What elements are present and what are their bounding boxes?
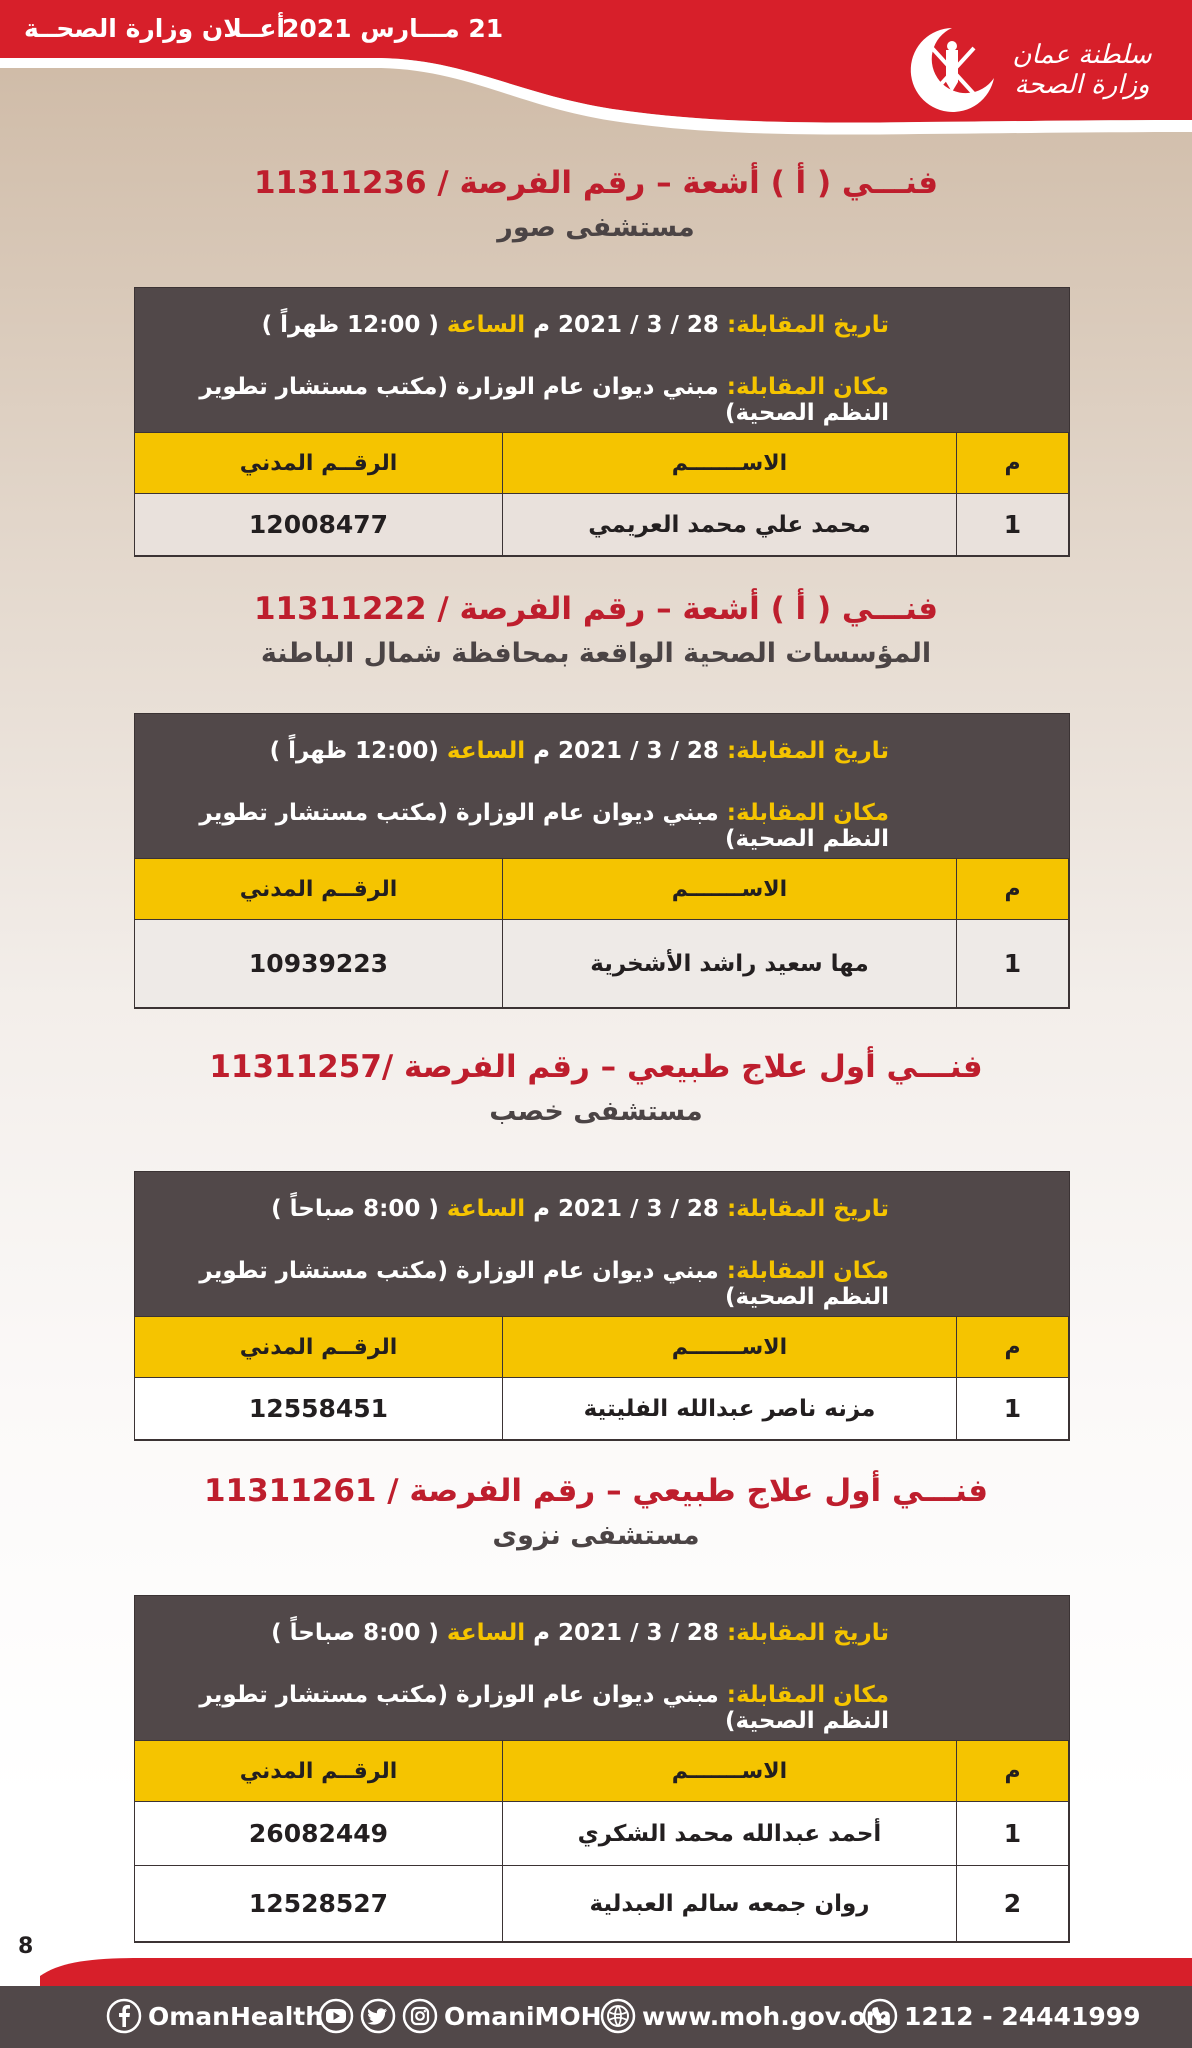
civil-number: 26082449 <box>135 1802 503 1866</box>
section-4 <box>0 1467 1192 1557</box>
oman-emblem-icon <box>902 20 1002 120</box>
ministry-logo-text <box>1002 40 1162 100</box>
header-name: الاســـــــم <box>503 859 957 920</box>
time-label: الساعة <box>446 738 526 764</box>
interview-place-line <box>155 374 889 426</box>
date-label: تاريخ المقابلة: <box>726 738 889 764</box>
candidate-name: أحمد عبدالله محمد الشكري <box>503 1802 957 1866</box>
header-name: الاســـــــم <box>503 433 957 494</box>
interview-place-line <box>155 1682 889 1734</box>
interview-place-line <box>155 1258 889 1310</box>
header-date: 21 مـــارس 2021 <box>282 14 504 43</box>
time-label: الساعة <box>446 1620 526 1646</box>
interview-date-line <box>155 1196 889 1222</box>
candidates-table <box>134 858 1069 1008</box>
section-2 <box>0 585 1192 675</box>
row-number: 1 <box>957 494 1069 556</box>
row-number: 2 <box>957 1866 1069 1942</box>
interview-date-line <box>155 312 889 338</box>
date-value: 28 / 3 / 2021 م <box>533 1620 719 1646</box>
section-subtitle: المؤسسات الصحية الواقعة بمحافظة شمال الباطنة <box>260 638 932 669</box>
website-url: www.moh.gov.om <box>642 2001 892 2031</box>
interview-info <box>135 1596 1069 1740</box>
section-3 <box>0 1043 1192 1133</box>
globe-icon <box>600 1998 636 2034</box>
place-value: مبني ديوان عام الوزارة (مكتب مستشار تطوير النظم الصحية) <box>199 1682 889 1734</box>
civil-number: 12008477 <box>135 494 503 556</box>
logo-text-line2: وزارة الصحة <box>1014 70 1150 100</box>
footer-bar <box>0 1986 1192 2048</box>
civil-number: 12558451 <box>135 1378 503 1440</box>
interview-card-3 <box>134 1171 1070 1441</box>
candidates-table <box>134 1740 1069 1942</box>
footer-social[interactable] <box>318 1998 602 2034</box>
table-row <box>135 1866 1069 1942</box>
footer-phone[interactable] <box>862 1998 1141 2034</box>
section-title: فنـــي أول علاج طبيعي – رقم الفرصة /11311257 <box>209 1049 983 1085</box>
header-m: م <box>957 1317 1069 1378</box>
interview-place-line <box>155 800 889 852</box>
section-title: فنـــي أول علاج طبيعي – رقم الفرصة / 11311261 <box>203 1473 989 1509</box>
place-value: مبني ديوان عام الوزارة (مكتب مستشار تطوير النظم الصحية) <box>199 1258 889 1310</box>
date-label: تاريخ المقابلة: <box>726 1620 889 1646</box>
section-subtitle: مستشفى صور <box>497 212 695 243</box>
facebook-handle: OmanHealth <box>148 2001 324 2031</box>
social-handle: OmaniMOH <box>444 2001 602 2031</box>
page-header <box>0 0 1192 135</box>
table-row <box>135 1802 1069 1866</box>
interview-card-1 <box>134 287 1070 557</box>
time-value: ( 8:00 صباحاً ) <box>271 1620 439 1646</box>
phone-number: 1212 - 24441999 <box>904 2001 1141 2031</box>
header-civil: الرقــم المدني <box>135 1741 503 1802</box>
interview-info <box>135 1172 1069 1316</box>
twitter-icon <box>360 1998 396 2034</box>
place-label: مكان المقابلة: <box>726 1682 889 1708</box>
candidate-name: محمد علي محمد العريمي <box>503 494 957 556</box>
time-label: الساعة <box>446 1196 526 1222</box>
footer-facebook[interactable] <box>106 1998 323 2034</box>
facebook-icon <box>106 1998 142 2034</box>
youtube-icon <box>318 1998 354 2034</box>
candidate-name: مها سعيد راشد الأشخرية <box>503 920 957 1008</box>
phone-icon <box>862 1998 898 2034</box>
place-label: مكان المقابلة: <box>726 1258 889 1284</box>
header-name: الاســـــــم <box>503 1317 957 1378</box>
date-label: تاريخ المقابلة: <box>726 312 889 338</box>
row-number: 1 <box>957 1802 1069 1866</box>
header-m: م <box>957 1741 1069 1802</box>
ministry-logo <box>902 20 1162 120</box>
place-value: مبني ديوان عام الوزارة (مكتب مستشار تطوير النظم الصحية) <box>199 800 889 852</box>
section-subtitle: مستشفى نزوى <box>492 1520 700 1551</box>
interview-date-line <box>155 1620 889 1646</box>
place-label: مكان المقابلة: <box>726 374 889 400</box>
header-m: م <box>957 433 1069 494</box>
date-value: 28 / 3 / 2021 م <box>533 1196 719 1222</box>
candidate-name: روان جمعه سالم العبدلية <box>503 1866 957 1942</box>
interview-card-2 <box>134 713 1070 1009</box>
time-value: ( 8:00 صباحاً ) <box>271 1196 439 1222</box>
place-label: مكان المقابلة: <box>726 800 889 826</box>
header-civil: الرقــم المدني <box>135 1317 503 1378</box>
table-row <box>135 1378 1069 1440</box>
instagram-icon <box>402 1998 438 2034</box>
candidates-table <box>134 1316 1069 1440</box>
table-row <box>135 920 1069 1008</box>
interview-date-line <box>155 738 889 764</box>
place-value: مبني ديوان عام الوزارة (مكتب مستشار تطوير النظم الصحية) <box>199 374 889 426</box>
header-civil: الرقــم المدني <box>135 859 503 920</box>
time-value: (12:00 ظهراً ) <box>269 738 439 764</box>
civil-number: 10939223 <box>135 920 503 1008</box>
header-m: م <box>957 859 1069 920</box>
candidates-table <box>134 432 1069 556</box>
time-label: الساعة <box>446 312 526 338</box>
candidate-name: مزنه ناصر عبدالله الفليتية <box>503 1378 957 1440</box>
date-label: تاريخ المقابلة: <box>726 1196 889 1222</box>
header-title: أعــلان وزارة الصحــة <box>24 14 285 43</box>
interview-info <box>135 288 1069 432</box>
footer-red-band <box>0 1940 1192 1986</box>
time-value: ( 12:00 ظهراً ) <box>261 312 439 338</box>
date-value: 28 / 3 / 2021 م <box>533 738 719 764</box>
interview-card-4 <box>134 1595 1070 1943</box>
interview-info <box>135 714 1069 858</box>
section-1 <box>0 159 1192 249</box>
date-value: 28 / 3 / 2021 م <box>533 312 719 338</box>
section-title: فنـــي ( أ ) أشعة – رقم الفرصة / 11311236 <box>253 165 939 201</box>
table-row <box>135 494 1069 556</box>
row-number: 1 <box>957 1378 1069 1440</box>
header-civil: الرقــم المدني <box>135 433 503 494</box>
header-name: الاســـــــم <box>503 1741 957 1802</box>
row-number: 1 <box>957 920 1069 1008</box>
civil-number: 12528527 <box>135 1866 503 1942</box>
page-number: 8 <box>18 1934 34 1959</box>
section-subtitle: مستشفى خصب <box>489 1096 703 1127</box>
footer-website[interactable] <box>600 1998 892 2034</box>
logo-text-line1: سلطنة عمان <box>1012 40 1152 70</box>
section-title: فنـــي ( أ ) أشعة – رقم الفرصة / 11311222 <box>253 591 939 627</box>
